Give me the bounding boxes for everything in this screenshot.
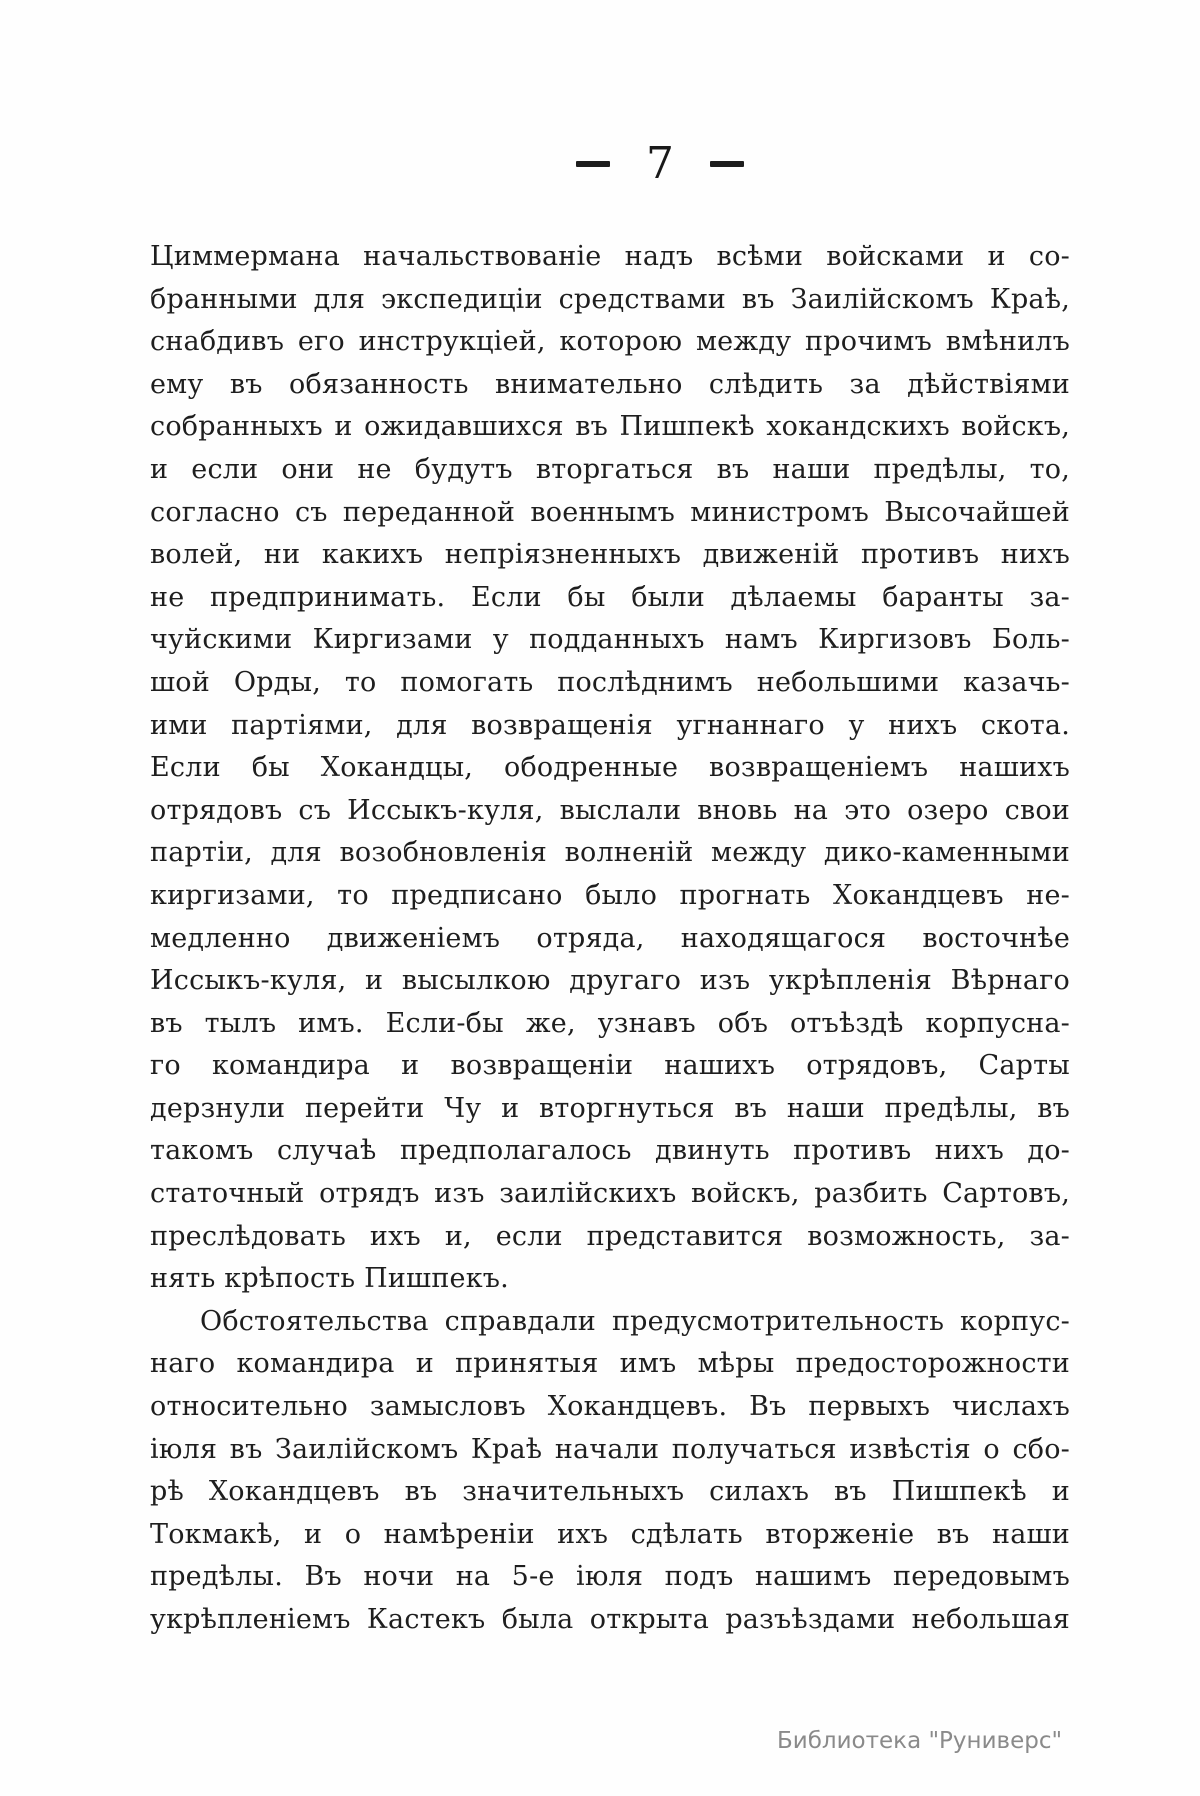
text-line: такомъ случаѣ предполагалось двинуть противъ нихъ до-	[150, 1135, 1070, 1167]
text-line: не предпринимать. Если бы были дѣлаемы баранты за-	[150, 581, 1070, 613]
text-line: чуйскими Киргизами у подданныхъ намъ Киргизовъ Боль-	[150, 624, 1070, 656]
text-line: относительно замысловъ Хокандцевъ. Въ первыхъ числахъ	[150, 1391, 1070, 1423]
page-number	[0, 140, 1170, 188]
text-line: собранныхъ и ожидавшихся въ Пишпекѣ хокандскихъ войскъ,	[150, 411, 1070, 443]
text-line: бранными для экспедиціи средствами въ Заилійскомъ Краѣ,	[150, 283, 1070, 315]
text-line: киргизами, то предписано было прогнать Хокандцевъ не-	[150, 879, 1070, 911]
text-line: статочный отрядъ изъ заилійскихъ войскъ, разбить Сартовъ,	[150, 1178, 1070, 1210]
library-watermark: Библиотека "Руниверс"	[777, 1728, 1063, 1754]
text-line: преслѣдовать ихъ и, если представится возможность, за-	[150, 1220, 1070, 1252]
page-number-left-dash	[576, 161, 610, 167]
text-line: въ тылъ имъ. Если-бы же, узнавъ объ отъѣздѣ корпусна-	[150, 1007, 1070, 1039]
text-line: наго командира и принятыя имъ мѣры предосторожности	[150, 1348, 1070, 1380]
text-line: согласно съ переданной военнымъ министромъ Высочайшей	[150, 496, 1070, 528]
text-line: партіи, для возобновленія волненій между дико-каменными	[150, 837, 1070, 869]
text-line: рѣ Хокандцевъ въ значительныхъ силахъ въ Пишпекѣ и	[150, 1476, 1070, 1508]
text-line: волей, ни какихъ непріязненныхъ движеній противъ нихъ	[150, 539, 1070, 571]
text-line: ими партіями, для возвращенія угнаннаго у нихъ скота.	[150, 709, 1070, 741]
text-line: Обстоятельства справдали предусмотрительность корпус-	[200, 1305, 1070, 1337]
paragraph	[150, 1301, 1070, 1642]
page-text	[150, 236, 1070, 1642]
text-line: Иссыкъ-куля, и высылкою другаго изъ укрѣпленія Вѣрнаго	[150, 965, 1070, 997]
text-line: дерзнули перейти Чу и вторгнуться въ наши предѣлы, въ	[150, 1092, 1070, 1124]
page-number-right-dash	[710, 161, 744, 167]
text-line: отрядовъ съ Иссыкъ-куля, выслали вновь на это озеро свои	[150, 794, 1070, 826]
text-line: предѣлы. Въ ночи на 5-е іюля подъ нашимъ передовымъ	[150, 1561, 1070, 1593]
text-line: шой Орды, то помогать послѣднимъ небольшими казачь-	[150, 666, 1070, 698]
text-line: Циммермана начальствованіе надъ всѣми войсками и со-	[150, 241, 1070, 272]
text-line: іюля въ Заилійскомъ Краѣ начали получаться извѣстія о сбо-	[150, 1433, 1070, 1465]
text-line: нять крѣпость Пишпекъ.	[150, 1263, 509, 1295]
text-line: укрѣпленіемъ Кастекъ была открыта разъѣздами небольшая	[150, 1604, 1070, 1635]
text-line: Если бы Хокандцы, ободренные возвращеніемъ нашихъ	[150, 752, 1070, 784]
page-number-value: 7	[646, 138, 674, 189]
text-line: го командира и возвращеніи нашихъ отрядовъ, Сарты	[150, 1050, 1070, 1082]
text-line: медленно движеніемъ отряда, находящагося восточнѣе	[150, 922, 1070, 954]
text-line: и если они не будутъ вторгаться въ наши предѣлы, то,	[150, 453, 1070, 485]
text-line: Токмакѣ, и о намѣреніи ихъ сдѣлать вторженіе въ наши	[150, 1518, 1070, 1550]
text-line: ему въ обязанность внимательно слѣдить за дѣйствіями	[150, 368, 1070, 400]
paragraph	[150, 236, 1070, 1301]
text-line: снабдивъ его инструкціей, которою между прочимъ вмѣнилъ	[150, 326, 1070, 358]
